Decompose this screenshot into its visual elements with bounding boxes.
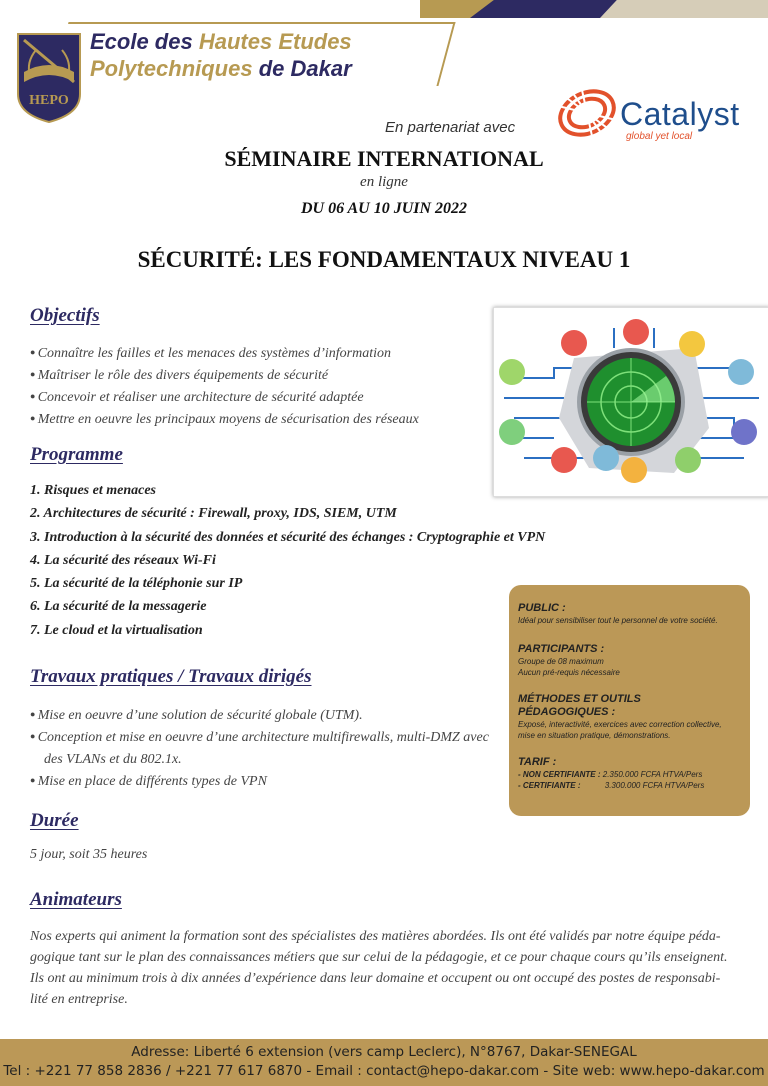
duree-text: 5 jour, soit 35 heures (30, 847, 148, 862)
list-item: ● Conception et mise en oeuvre d’une architecture multifirewalls, multi-DMZ avec (30, 726, 489, 748)
list-item: 6. La sécurité de la messagerie (30, 599, 207, 615)
methodes-heading: MÉTHODES ET OUTILS (518, 693, 641, 705)
list-item: 3. Introduction à la sécurité des données et sécurité des échanges : Cryptographie et VPN (30, 529, 546, 545)
animateurs-text (30, 926, 728, 1010)
security-illustration (493, 307, 768, 497)
methodes-text: mise en situation pratique, démonstrations. (518, 731, 671, 740)
school-name-part: Hautes Etudes (198, 29, 352, 54)
partner-tagline: global yet local (626, 131, 693, 142)
public-heading: PUBLIC : (518, 602, 566, 614)
footer (0, 1039, 768, 1086)
list-item: ● Mettre en oeuvre les principaux moyens de sécurisation des réseaux (30, 408, 419, 430)
public-text: Idéal pour sensibiliser tout le personnel de votre société. (518, 616, 718, 625)
programme-list (30, 479, 545, 642)
seminar-title: SÉMINAIRE INTERNATIONAL (224, 146, 544, 171)
participants-heading: PARTICIPANTS : (518, 643, 605, 655)
animateurs-heading: Animateurs (30, 889, 122, 910)
tarif-value: 3.300.000 FCFA HTVA/Pers (604, 781, 705, 790)
participants-text: Aucun pré-requis nécessaire (518, 668, 620, 677)
partner-name: Catalyst (620, 96, 740, 132)
list-item: 4. La sécurité des réseaux Wi-Fi (30, 552, 216, 568)
seminar-mode: en ligne (360, 174, 408, 190)
info-box (509, 585, 750, 816)
list-item: ● Mise en place de différents types de VPN (30, 770, 489, 792)
list-item: ● Concevoir et réaliser une architecture de sécurité adaptée (30, 386, 419, 408)
objectifs-heading: Objectifs (30, 305, 100, 326)
animateurs-line: gogique tant sur le plan des connaissances métiers que sur celui de la pédagogie, et ce pour chaque cours qu’ils enseignent. (30, 950, 728, 965)
list-item: ● Maîtriser le rôle des divers équipements de sécurité (30, 364, 419, 386)
list-item: ● Connaître les failles et les menaces des systèmes d’information (30, 342, 419, 364)
list-item: 1. Risques et menaces (30, 483, 156, 498)
travaux-list (30, 704, 489, 792)
objectifs-list (30, 342, 419, 430)
course-title: SÉCURITÉ: LES FONDAMENTAUX NIVEAU 1 (137, 247, 631, 272)
list-item-continuation: des VLANs et du 802.1x. (44, 752, 182, 767)
school-name (90, 28, 352, 82)
tarif-label: - CERTIFIANTE : (518, 781, 581, 790)
list-item: ● Mise en oeuvre d’une solution de sécurité globale (UTM). (30, 704, 489, 726)
school-name-part: Polytechniques (90, 56, 253, 81)
list-item: 7. Le cloud et la virtualisation (30, 622, 203, 638)
seminar-dates: DU 06 AU 10 JUIN 2022 (300, 200, 468, 217)
list-item: 2. Architectures de sécurité : Firewall, proxy, IDS, SIEM, UTM (30, 506, 397, 522)
methodes-text: Exposé, interactivité, exercices avec correction collective, (518, 720, 722, 729)
methodes-heading: PÉDAGOGIQUES : (518, 706, 616, 718)
radar-icon (494, 308, 768, 496)
list-item: 5. La sécurité de la téléphonie sur IP (30, 576, 243, 592)
duree-heading: Durée (30, 810, 79, 831)
catalyst-logo-icon (554, 88, 620, 138)
top-band-light (600, 0, 768, 18)
partnership-label: En partenariat avec (385, 119, 516, 136)
tarif-row (518, 769, 741, 780)
tarif-row (518, 780, 741, 791)
hepo-logo (16, 32, 82, 124)
school-name-part: Ecole des (90, 29, 199, 54)
participants-text: Groupe de 08 maximum (518, 657, 604, 666)
animateurs-line: Ils ont au minimum trois à dix années d’expérience dans leur domaine et occupent ou ont occupé des postes de responsabi- (30, 971, 721, 986)
travaux-heading: Travaux pratiques / Travaux dirigés (30, 666, 312, 687)
programme-heading: Programme (30, 444, 123, 465)
animateurs-line: Nos experts qui animent la formation sont des spécialistes des matières abordées. Ils ont été validés par notre équipe péda- (30, 929, 721, 944)
school-name-part: de Dakar (252, 56, 352, 81)
tarif-label: - NON CERTIFIANTE : (518, 770, 601, 779)
hepo-logo-text: HEPO (29, 93, 69, 108)
animateurs-line: lité en entreprise. (30, 992, 128, 1007)
footer-address: Adresse: Liberté 6 extension (vers camp Leclerc), N°8767, Dakar-SENEGAL (131, 1044, 637, 1060)
footer-contact: Tel : +221 77 858 2836 / +221 77 617 6870 - Email : contact@hepo-dakar.com - Site web: www.hepo-dakar.com (3, 1063, 765, 1079)
tarif-heading: TARIF : (518, 756, 557, 768)
tarif-value: 2.350.000 FCFA HTVA/Pers (602, 770, 703, 779)
